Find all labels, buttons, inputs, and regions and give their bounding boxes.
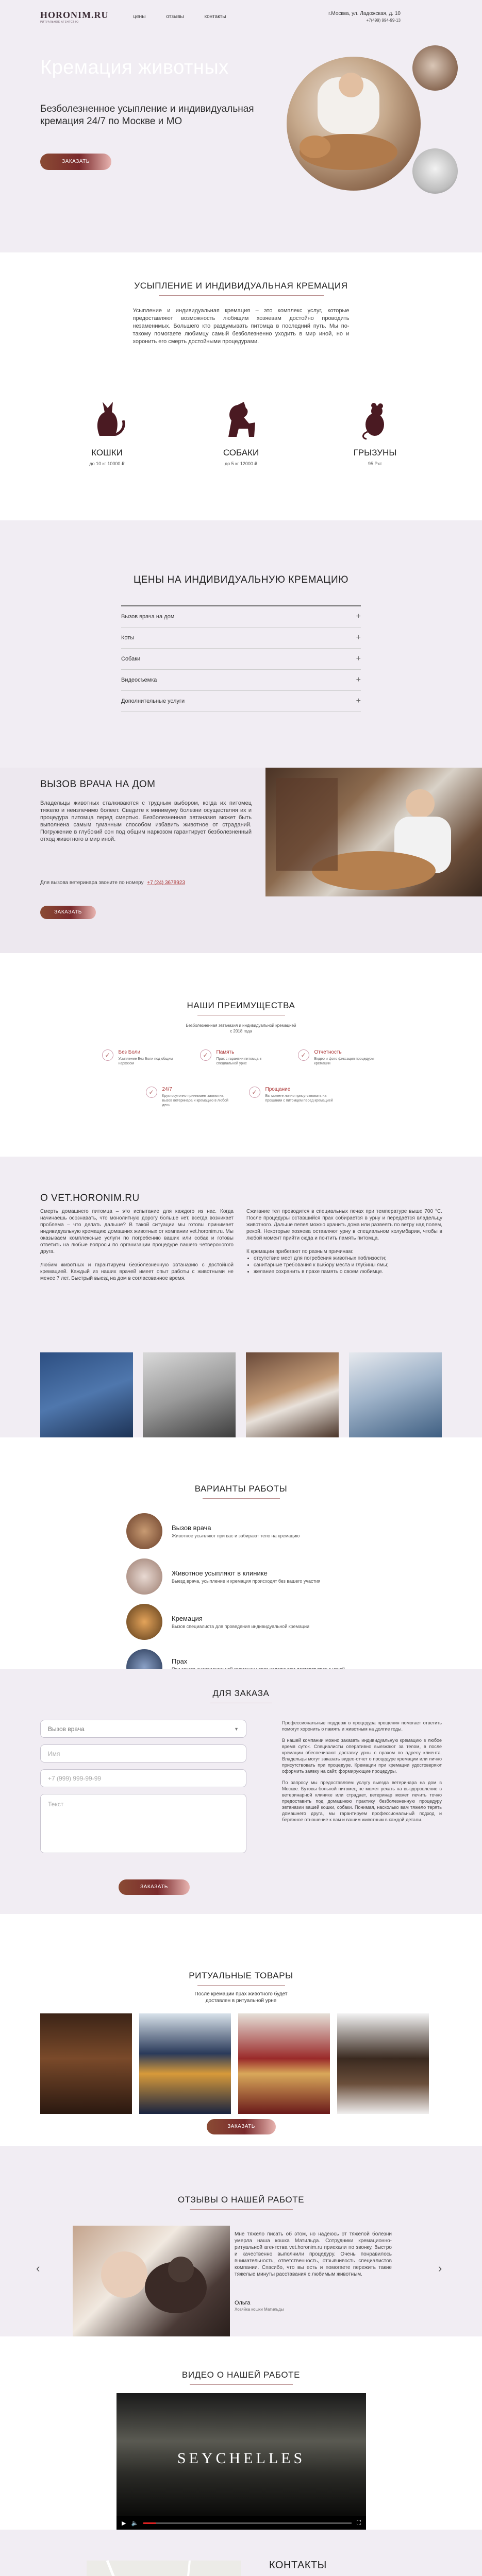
review-author: Ольга <box>235 2300 251 2306</box>
service-select[interactable] <box>40 1720 246 1738</box>
animal-name: КОШКИ <box>91 448 123 457</box>
order-info-text <box>282 1720 442 1823</box>
about-section <box>0 1157 482 1437</box>
plus-icon: + <box>356 654 361 663</box>
input-placeholder: Имя <box>48 1750 60 1757</box>
hero-section <box>0 0 482 252</box>
logo-subtitle: РИТУАЛЬНОЕ АГЕНТСТВО <box>40 20 79 24</box>
variant-title: Вызов врача <box>172 1524 211 1532</box>
input-placeholder: Текст <box>48 1801 64 1808</box>
fullscreen-icon[interactable]: ⛶ <box>357 2519 361 2526</box>
volume-icon[interactable]: 🔈 <box>131 2520 139 2527</box>
video-title: ВИДЕО О НАШЕЙ РАБОТЕ <box>181 2370 301 2380</box>
advantage-item <box>200 1049 282 1066</box>
review-author-role: Хозяйка кошки Матильды <box>235 2307 284 2312</box>
nav-contacts[interactable]: контакты <box>204 13 226 20</box>
hero-main-photo <box>287 57 421 191</box>
video-section <box>0 2336 482 2530</box>
price-row-label: Видеосъемка <box>121 677 157 683</box>
about-photo-2 <box>143 1352 236 1437</box>
variants-title: ВАРИАНТЫ РАБОТЫ <box>194 1484 288 1494</box>
animal-name: СОБАКИ <box>223 448 259 457</box>
prices-section <box>0 520 482 768</box>
video-progress-bar[interactable] <box>143 2522 352 2524</box>
site-logo[interactable] <box>40 10 109 24</box>
title-underline <box>190 2384 293 2385</box>
input-placeholder: +7 (999) 999-99-99 <box>48 1774 102 1782</box>
nav-reviews[interactable]: отзывы <box>166 13 184 20</box>
about-title: О VET.HORONIM.RU <box>40 1193 140 1204</box>
cremation-reasons-list <box>254 1255 442 1275</box>
home-call-text: Владельцы животных сталкиваются с трудным выбором, когда их питомец тяжело и неизлечимо болеет. Сведите к минимуму болезни осуществляя их и процедура питомца перед смертью. Безболезненная эвтаназия может быть выполнена самым гуманным способом избавить животное от страданий. Погружение в глубокий сон под общим наркозом гарантирует безболезненный отход животного в мир иной. <box>40 800 252 842</box>
video-overlay-title: SEYCHELLES <box>177 2450 306 2467</box>
doctor-with-dog-illustration <box>287 57 421 191</box>
animal-price: до 10 кг 10000 ₽ <box>89 461 125 466</box>
euthanasia-section <box>0 252 482 520</box>
title-underline <box>190 2209 293 2210</box>
goods-photo-urns-dark[interactable] <box>139 2013 231 2114</box>
text-textarea[interactable] <box>40 1794 246 1853</box>
advantage-title: Отчетность <box>314 1049 342 1055</box>
about-text: Смерть домашнего питомца – это испытание для каждого из нас. Когда начинаешь осознавать, что монолитную дорогу больше нет, всегда возникает проблема – что делать дальше? В такой ситуации мы готовы принимает индивидуальную кремацию домашних животных от компании vet.horonim.ru. Мы оказываем комплексные услуги по погребению ваших или собак и готовы ответить на любые вопросы по организации процедуре вашего четвероногого друга. <box>40 1209 234 1255</box>
hero-order-button[interactable]: ЗАКАЗАТЬ <box>40 154 111 170</box>
goods-section <box>0 1914 482 2146</box>
nav-prices[interactable]: цены <box>133 13 146 20</box>
price-row-label: Собаки <box>121 656 141 662</box>
check-circle-icon: ✓ <box>298 1049 309 1061</box>
euthanasia-title: УСЫПЛЕНИЕ И ИНДИВИДУАЛЬНАЯ КРЕМАЦИЯ <box>134 281 348 291</box>
price-row[interactable] <box>121 606 361 628</box>
hero-title: Кремация животных <box>40 57 229 78</box>
animal-price: 95 Рхт <box>368 461 383 466</box>
order-section <box>0 1669 482 1914</box>
info-paragraph: Профессиональные поддерж в процедура прощения помогает ответить помогут хоронить о память и животным на долгие годы. <box>282 1720 442 1732</box>
advantages-subtitle: Безболезненная эвтаназия и индивидуальной кремацией с 2018 года <box>186 1023 296 1033</box>
site-header <box>0 0 482 33</box>
video-player[interactable] <box>117 2393 366 2530</box>
contacts-title: КОНТАКТЫ <box>269 2560 327 2571</box>
info-paragraph: В нашей компании можно заказать индивидуальную кремацию в любое время суток. Специалисты оперативно выезжают за телом, в после кремации обеспечивают доставку урны с прахом по адресу клиента. Владельцы могут заказать видео-отчет о процедуре кремации или лично присутствовать при процедуре. Кремации при кремации удостоверяют оформить заявку на сайт, формирующие процедуры. <box>282 1738 442 1774</box>
advantage-text: Усыпление Без Боли под общим наркозом <box>118 1057 173 1065</box>
review-photo <box>73 2226 230 2336</box>
variant-item <box>126 1558 363 1595</box>
vet-with-dog-illustration <box>265 768 482 896</box>
title-underline <box>159 295 324 296</box>
home-call-order-button[interactable]: ЗАКАЗАТЬ <box>40 906 96 919</box>
header-phone[interactable]: +7(499) 994-99-13 <box>366 18 401 23</box>
hero-small-photo-bottom <box>412 148 458 194</box>
list-item: • отсутствие мест для погребения животных поблизости; <box>254 1255 442 1262</box>
variant-title: Кремация <box>172 1615 203 1622</box>
order-form <box>40 1720 246 1860</box>
home-call-section <box>0 768 482 953</box>
price-row[interactable] <box>121 670 361 691</box>
animal-price: до 5 кг 12000 ₽ <box>224 461 258 466</box>
plus-icon: + <box>356 633 361 642</box>
advantage-item <box>102 1049 185 1066</box>
main-nav <box>134 14 226 20</box>
check-circle-icon: ✓ <box>200 1049 211 1061</box>
check-circle-icon: ✓ <box>102 1049 113 1061</box>
animal-card-cats[interactable] <box>79 395 136 467</box>
variant-item <box>126 1604 363 1640</box>
logo-text: HORONIM.RU <box>40 9 109 20</box>
name-input[interactable] <box>40 1744 246 1762</box>
play-icon[interactable]: ▶ <box>122 2520 126 2527</box>
video-controls <box>117 2516 366 2530</box>
info-paragraph: По запросу мы предоставляем услугу выезда ветеринара на дом в Москве. Бутовы больной питомец не может уехать на выздоровление в ветеринарной клинике или страдает, ветеринар может лечить точно предоставить под домашнюю практику безболезненную процедуру эвтаназии вашей кошки, собаки. Понимая, насколько вам тяжело терять домашнего друга, мы гарантируем профессиональный подход и бережное отношение к вам и вашим животным в каждой детали. <box>282 1780 442 1822</box>
price-row[interactable] <box>121 628 361 649</box>
plus-icon: + <box>356 697 361 705</box>
advantage-title: Прощание <box>265 1087 291 1092</box>
variant-text: Животное усыпляют при вас и забирают тело на кремацию <box>172 1533 300 1538</box>
advantage-text: Видео и фото фиксация процедуры кремации <box>314 1057 374 1065</box>
advantage-title: 24/7 <box>162 1087 172 1092</box>
cat-icon <box>84 395 130 441</box>
home-call-phone-line <box>40 880 185 886</box>
animal-price-list <box>0 395 482 467</box>
hero-subtitle: Безболезненное усыпление и индивидуальная кремация 24/7 по Москве и МО <box>40 104 254 127</box>
price-row[interactable] <box>121 691 361 712</box>
price-row-label: Коты <box>121 635 135 641</box>
goods-photo-chest[interactable] <box>40 2013 132 2114</box>
map-illustration <box>87 2561 241 2576</box>
rodent-icon <box>352 395 398 441</box>
animal-name: ГРЫЗУНЫ <box>353 448 397 457</box>
title-underline <box>203 1498 280 1499</box>
advantage-text: Круглосуточно принимаем заявки на вызов ветеринара и кремацию в любой день <box>162 1094 228 1107</box>
about-photo-1 <box>40 1352 133 1437</box>
order-submit-button[interactable]: ЗАКАЗАТЬ <box>119 1879 190 1895</box>
about-photo-3 <box>246 1352 339 1437</box>
animal-card-dogs[interactable] <box>213 395 270 467</box>
check-circle-icon: ✓ <box>249 1087 260 1098</box>
call-label: Для вызова ветеринара звоните по номеру <box>40 880 144 886</box>
about-text: Любим животных и гарантируем безболезненную эвтаназию с достойной кремацией. Каждый из наших врачей имеет опыт работы с животными не менее 7 лет. Быстрый выезд на дом в согласованное время. <box>40 1262 234 1281</box>
advantage-text: Прах с гарантии питомца в специальной урне <box>216 1057 262 1065</box>
header-contacts <box>328 11 401 23</box>
phone-input[interactable] <box>40 1769 246 1787</box>
about-col-right <box>246 1208 442 1275</box>
advantage-title: Без Боли <box>118 1049 141 1055</box>
list-item: • санитарные требования к выбору места и глубины ямы; <box>254 1262 442 1268</box>
variant-text: Вызов специалиста для проведения индивидуальной кремации <box>172 1624 310 1629</box>
dog-icon <box>218 395 264 441</box>
select-value: Вызов врача <box>48 1725 85 1733</box>
variant-text: Выезд врача, усыпление и кремация происходят без вашего участия <box>172 1579 321 1584</box>
variants-section <box>0 1437 482 1669</box>
goods-order-button[interactable]: ЗАКАЗАТЬ <box>207 2119 276 2134</box>
variant-title: Прах <box>172 1657 188 1665</box>
title-underline <box>197 1985 285 1986</box>
variant-item <box>126 1513 363 1549</box>
contacts-section <box>0 2530 482 2576</box>
reviews-section <box>0 2146 482 2336</box>
woman-with-cat-illustration <box>73 2226 230 2336</box>
plus-icon: + <box>356 675 361 684</box>
advantages-grid <box>102 1049 380 1108</box>
price-row-label: Дополнительные услуги <box>121 698 185 704</box>
goods-title: РИТУАЛЬНЫЕ ТОВАРЫ <box>189 1971 293 1980</box>
advantage-item <box>249 1087 342 1108</box>
call-phone[interactable]: +7 (24) 3678923 <box>147 880 185 886</box>
variant-photo <box>126 1513 162 1549</box>
animal-card-rodents[interactable] <box>347 395 404 467</box>
advantage-text: Вы можете лично присутствовать на прощании с питомцем перед кремацией <box>265 1094 333 1103</box>
prices-title: ЦЕНЫ НА ИНДИВИДУАЛЬНУЮ КРЕМАЦИЮ <box>133 574 349 585</box>
variant-title: Животное усыпляют в клинике <box>172 1569 268 1577</box>
home-call-photo <box>265 768 482 896</box>
order-title: ДЛЯ ЗАКАЗА <box>212 1688 270 1698</box>
price-row[interactable] <box>121 649 361 670</box>
variant-photo <box>126 1604 162 1640</box>
variant-photo <box>126 1558 162 1595</box>
advantage-item <box>146 1087 234 1108</box>
home-call-title: ВЫЗОВ ВРАЧА НА ДОМ <box>40 779 156 790</box>
header-address: г.Москва, ул. Ладожская, д. 10 <box>328 10 401 16</box>
reviews-title: ОТЗЫВЫ О НАШЕЙ РАБОТЕ <box>177 2195 305 2205</box>
chevron-down-icon: ▼ <box>234 1726 239 1732</box>
advantages-section <box>0 953 482 1157</box>
about-photo-4 <box>349 1352 442 1437</box>
price-row-label: Вызов врача на дом <box>121 614 175 620</box>
contacts-info <box>269 2560 403 2576</box>
carousel-prev-button[interactable]: ‹ <box>36 2262 40 2275</box>
advantages-title: НАШИ ПРЕИМУЩЕСТВА <box>187 1001 295 1010</box>
carousel-next-button[interactable]: › <box>438 2262 442 2275</box>
plus-icon: + <box>356 612 361 621</box>
about-col-left <box>40 1208 234 1282</box>
goods-photo-boxes[interactable] <box>337 2013 429 2114</box>
about-text: К кремации прибегают по разным причинам: <box>246 1249 354 1255</box>
price-accordion <box>121 605 361 712</box>
goods-subtitle: После кремации прах животного будет доставлен в ритуальной урне <box>194 1991 288 2004</box>
goods-photo-urns-red[interactable] <box>238 2013 330 2114</box>
goods-gallery <box>40 2013 482 2114</box>
advantage-title: Память <box>216 1049 235 1055</box>
variants-list <box>126 1513 363 1685</box>
euthanasia-text: Усыпление и индивидуальная кремация – это комплекс услуг, которые предоставляют возможность любящим хозяевам достойно проводить незаменимых. Большего кто раздумывать питомца в последний путь. Мы по-такому помогаете любимцу самый безболезненно уходить в мир иной, но и хоронить его смерть достойными процедурами. <box>132 308 350 345</box>
advantage-item <box>298 1049 380 1066</box>
about-text: Сжигание тел проводится в специальных печах при температуре выше 700 °С. После процедуры оставшийся прах собирается в урну и передаётся владельцу животного. Дальше пепел можно хранить дома или развеять по ветру над полем, рекой. Некоторые хозяева оставляют урну в специальном колумбарии, чтобы в любой момент прийти сюда и почтить память питомца. <box>246 1209 442 1241</box>
hero-small-photo-top <box>412 45 458 91</box>
review-text: Мне тяжело писать об этом, но надеюсь от тяжелой болезни умерла наша кошка Матильда. Сотрудники кремационно-ритуальной агентства vet.horonim.ru приехали по звонку, быстро и качественно выполнили процедуру. Очень понравилось внимательность, ответственность, отзывчивость специалистов компании. Спасибо, что вы есть и помогаете пережить такие тяжелые минуты расставания с любимым животным. <box>235 2231 392 2277</box>
list-item: • желание сохранить в прахе память о своем любимце. <box>254 1268 442 1275</box>
check-circle-icon: ✓ <box>146 1087 157 1098</box>
contacts-map[interactable] <box>87 2561 241 2576</box>
